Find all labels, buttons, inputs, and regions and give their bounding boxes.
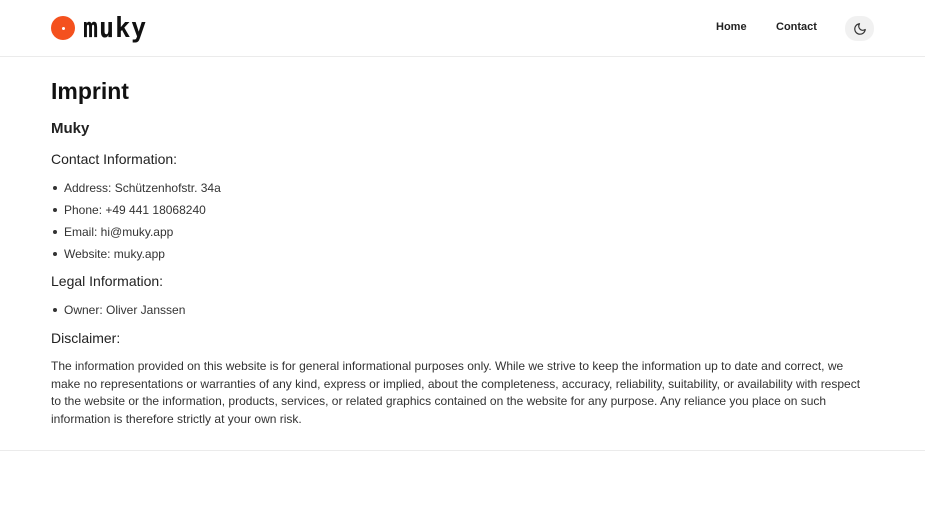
- disclaimer-text: The information provided on this website is for general informational purposes only. While we strive to keep the information up to date and correct, we make no representations or warranties of any kind, express or implied, about the completeness, accuracy, reliability, suitability, or availability with respect to the website or the information, products, services, or related graphics contained on the website for any purpose. Any reliance you place on such information is therefore strictly at your own risk.: [51, 359, 861, 426]
- contact-email: Email: hi@muky.app: [51, 224, 221, 246]
- nav-contact-link[interactable]: Contact: [776, 21, 817, 33]
- theme-toggle-button[interactable]: [845, 16, 874, 41]
- company-name: Muky: [51, 120, 90, 137]
- brand-logo-link[interactable]: [51, 11, 148, 44]
- legal-list: [51, 302, 185, 324]
- contact-website: Website: muky.app: [51, 246, 221, 268]
- page-title: Imprint: [51, 78, 129, 104]
- legal-owner: Owner: Oliver Janssen: [51, 302, 185, 324]
- contact-address: Address: Schützenhofstr. 34a: [51, 180, 221, 202]
- contact-phone: Phone: +49 441 18068240: [51, 202, 221, 224]
- site-header: [0, 0, 925, 57]
- contact-list: [51, 180, 221, 268]
- disclaimer-heading: Disclaimer:: [51, 330, 121, 346]
- brand-logo-icon: [51, 16, 75, 40]
- footer-divider: [0, 450, 925, 451]
- brand-name: muky: [83, 11, 148, 44]
- moon-icon: [853, 22, 867, 36]
- contact-heading: Contact Information:: [51, 151, 178, 167]
- legal-heading: Legal Information:: [51, 273, 164, 289]
- nav-home-link[interactable]: Home: [716, 21, 747, 33]
